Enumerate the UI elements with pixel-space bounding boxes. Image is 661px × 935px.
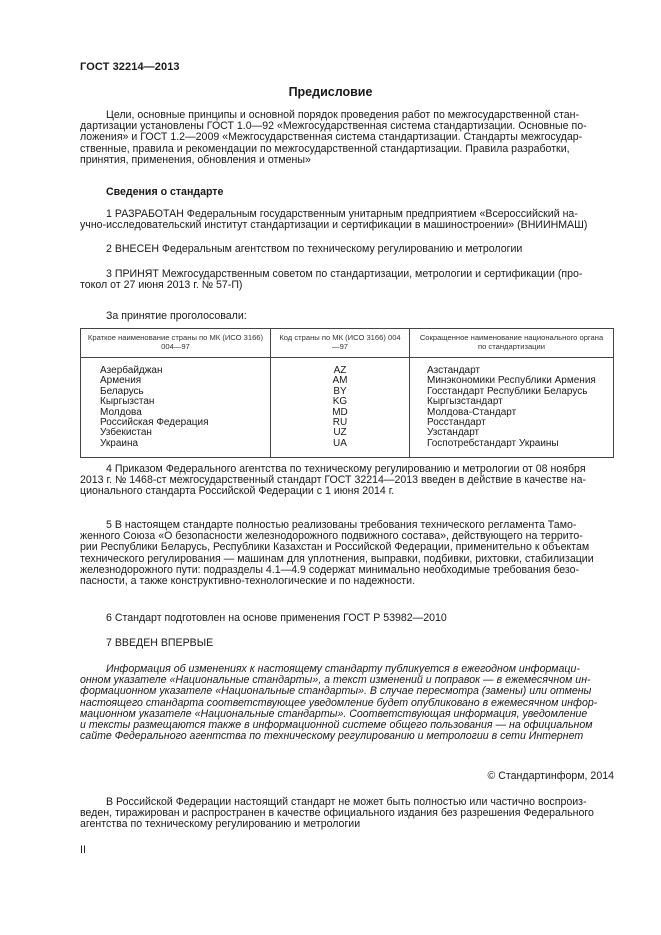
table-header-row	[81, 329, 614, 358]
text-line: женного Союза «О безопасности железнодорожного подвижного состава», действующего на террито-	[80, 530, 583, 543]
text-line: принятия, применения, обновления и отмены»	[80, 153, 311, 166]
text-line: ционального стандарта Российской Федерации с 1 июня 2014 г.	[80, 485, 395, 498]
text-line: токол от 27 июня 2013 г. № 57-П)	[80, 279, 243, 292]
national-body-cell: Госстандарт Республики Беларусь	[410, 387, 614, 397]
text-line: мационном указателе «Национальные стандарты». Соответствующая информация, уведомление	[80, 707, 588, 720]
code-cell: BY	[271, 387, 410, 397]
table-row	[81, 358, 614, 377]
text-line: рии Республики Беларусь, Республики Казахстан и Российской Федерации, применительно к объектам	[80, 541, 590, 554]
section-title: Предисловие	[288, 85, 373, 99]
text-line: ложения» и ГОСТ 1.2—2009 «Межгосударственная система стандартизации. Стандарты межгосудар-	[80, 131, 583, 144]
table-row	[81, 439, 614, 458]
code-cell: UA	[271, 439, 410, 458]
subheading-standard-info: Сведения о стандарте	[106, 186, 224, 198]
text-line: формационном указателе «Национальные стандарты». В случае пересмотра (замены) или отмены	[80, 685, 592, 698]
changes-information-notice	[80, 664, 614, 742]
column-header-country: Краткое наименование страны по МК (ИСО 3166) 004—97	[81, 329, 271, 358]
text-line: онном указателе «Национальные стандарты», а текст изменений и поправок — в ежемесячном ин-	[80, 674, 591, 687]
national-body-cell: Узстандарт	[410, 428, 614, 438]
country-cell: Кыргызстан	[81, 397, 271, 407]
code-cell: RU	[271, 418, 410, 428]
item-6-prepared	[80, 613, 614, 624]
country-cell: Беларусь	[81, 387, 271, 397]
national-body-cell: Кыргызстандарт	[410, 397, 614, 407]
item-4-order	[80, 464, 614, 498]
country-cell: Узбекистан	[81, 428, 271, 438]
text-line: 2 ВНЕСЕН Федеральным агентством по техническому регулированию и метрологии	[106, 243, 523, 255]
item-3-adopted	[80, 269, 614, 291]
item-7-introduced-first	[80, 638, 614, 649]
text-line: Информация об изменениях к настоящему стандарту публикуется в ежегодном информаци-	[106, 663, 580, 675]
text-line: 1 РАЗРАБОТАН Федеральным государственным унитарным предприятием «Всероссийский на-	[106, 208, 578, 220]
text-line: дартизации установлены ГОСТ 1.0—92 «Межгосударственная система стандартизации. Основные по-	[80, 120, 587, 133]
page-number: II	[80, 844, 86, 856]
text-line: 6 Стандарт подготовлен на основе применения ГОСТ Р 53982—2010	[106, 612, 447, 624]
column-header-national-body: Сокращенное наименование национального органа по стандартизации	[410, 329, 614, 358]
country-cell: Молдова	[81, 408, 271, 418]
code-cell: AM	[271, 376, 410, 386]
text-line: веден, тиражирован и распространен в качестве официального издания без разрешения Федерального	[80, 807, 594, 820]
country-cell: Армения	[81, 376, 271, 386]
rights-notice	[80, 797, 614, 831]
national-body-cell: Минэкономики Республики Армения	[410, 376, 614, 386]
text-line: 5 В настоящем стандарте полностью реализованы требования технического регламента Тамо-	[106, 519, 577, 531]
text-line: железнодорожного пути: подразделы 4.1—4.9 содержат минимально необходимые требования безо-	[80, 563, 580, 576]
text-line: В Российской Федерации настоящий стандарт не может быть полностью или частично воспроиз-	[106, 796, 587, 808]
code-cell: UZ	[271, 428, 410, 438]
text-line: сайте Федерального агентства по техническому регулированию и метрологии в сети Интернет	[80, 730, 584, 743]
national-body-cell: Молдова-Стандарт	[410, 408, 614, 418]
text-line: За принятие проголосовали:	[106, 310, 247, 322]
country-cell: Украина	[81, 439, 271, 458]
national-body-cell: Росстандарт	[410, 418, 614, 428]
text-line: технического регулирования — машинам для уплотнения, выправки, подбивки, рихтовки, стабилизации	[80, 552, 594, 565]
text-line: и тексты размещаются также в информационной системе общего пользования — на официальном	[80, 719, 593, 732]
text-line: агентства по техническому регулированию и метрологии	[80, 818, 361, 831]
text-line: ственные, правила и рекомендации по межгосударственной стандартизации. Правила разработки,	[80, 142, 570, 155]
text-line: 4 Приказом Федерального агентства по техническому регулированию и метрологии от 08 ноября	[106, 463, 586, 475]
code-cell: AZ	[271, 358, 410, 377]
text-line: 3 ПРИНЯТ Межгосударственным советом по стандартизации, метрологии и сертификации (про-	[106, 268, 583, 280]
text-line: пасности, а также конструктивно-технологические и по надежности.	[80, 575, 416, 588]
intro-paragraph	[80, 110, 614, 166]
document-code-header: ГОСТ 32214—2013	[80, 61, 180, 73]
table-row	[81, 418, 614, 428]
country-cell: Азербайджан	[81, 358, 271, 377]
national-body-cell: Азстандарт	[410, 358, 614, 377]
voting-countries-table	[80, 328, 614, 458]
text-line: настоящего стандарта соответствующее уведомление будет опубликовано в ежемесячном инфор-	[80, 696, 598, 709]
item-1-developed	[80, 209, 614, 231]
voted-label	[80, 311, 614, 322]
text-line: 7 ВВЕДЕН ВПЕРВЫЕ	[106, 637, 214, 649]
code-cell: KG	[271, 397, 410, 407]
country-cell: Российская Федерация	[81, 418, 271, 428]
table-row	[81, 387, 614, 397]
item-5-requirements	[80, 520, 614, 587]
text-line: Цели, основные принципы и основной порядок проведения работ по межгосударственной стан-	[106, 109, 579, 121]
code-cell: MD	[271, 408, 410, 418]
copyright-line: © Стандартинформ, 2014	[487, 770, 614, 782]
column-header-code: Код страны по МК (ИСО 3166) 004—97	[271, 329, 410, 358]
national-body-cell: Госпотребстандарт Украины	[410, 439, 614, 458]
item-2-introduced	[80, 244, 614, 255]
text-line: учно-исследовательский институт стандартизации и сертификации в машиностроении» (ВНИИНМАШ)	[80, 219, 588, 232]
text-line: 2013 г. № 1468-ст межгосударственный стандарт ГОСТ 32214—2013 введен в действие в качестве на-	[80, 474, 587, 487]
